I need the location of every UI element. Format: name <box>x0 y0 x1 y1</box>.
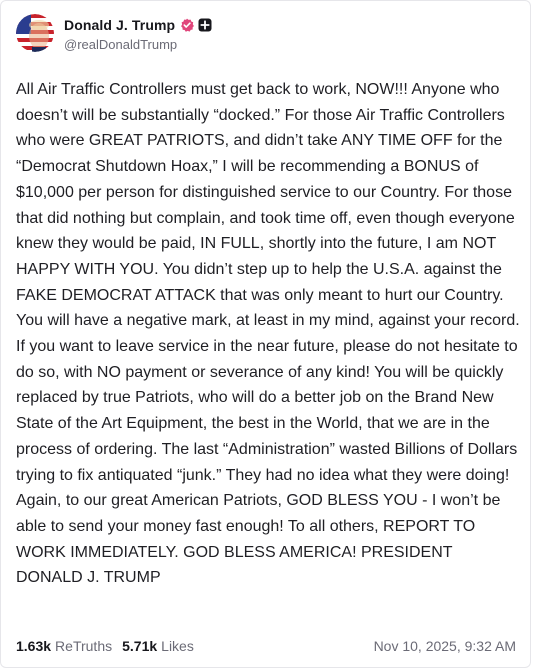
likes-label: Likes <box>161 638 194 654</box>
post-footer <box>16 638 516 654</box>
government-badge-icon <box>198 18 212 32</box>
post-timestamp[interactable]: Nov 10, 2025, 9:32 AM <box>373 638 516 654</box>
avatar[interactable] <box>16 14 54 52</box>
author-handle[interactable]: @realDonaldTrump <box>64 36 178 52</box>
retruths-count: 1.63k <box>16 638 52 654</box>
likes-count: 5.71k <box>122 638 158 654</box>
post-text: All Air Traffic Controllers must get back to work, NOW!!! Anyone who doesn’t will be substantially “docked.” For those Air Traffic Controllers who were GREAT PATRIOTS, and didn’t take ANY TIME OFF for the “Democrat Shutdown Hoax,” I will be recommending a BONUS of $10,000 per person for distinguished service to our Country. For those that did nothing but complain, and took time off, even though everyone knew they would be paid, IN FULL, shortly into the future, I am NOT HAPPY WITH YOU. You didn’t step up to help the U.S.A. against the FAKE DEMOCRAT ATTACK that was only meant to hurt our Country. You will have a negative mark, at least in my mind, against your record. If you want to leave service in the near future, please do not hesitate to do so, with NO payment or severance of any kind! You will be quickly replaced by true Patriots, who will do a better job on the Brand New State of the Art Equipment, the best in the World, that we are in the process of ordering. The last “Administration” wasted Billions of Dollars trying to fix antiquated “junk.” They had no idea what they were doing! Again, to our great American Patriots, GOD BLESS YOU - I won’t be able to send your money fast enough! To all others, REPORT TO WORK IMMEDIATELY. GOD BLESS AMERICA! PRESIDENT DONALD J. TRUMP <box>16 81 525 587</box>
name-row <box>64 15 212 35</box>
verified-badge-icon <box>180 18 194 32</box>
retruths-stat[interactable] <box>16 638 112 654</box>
retruths-label: ReTruths <box>55 638 113 654</box>
likes-stat[interactable] <box>122 638 194 654</box>
author-names <box>64 15 212 52</box>
post-header <box>16 14 212 52</box>
author-display-name[interactable]: Donald J. Trump <box>64 16 176 33</box>
avatar-image <box>16 14 54 52</box>
